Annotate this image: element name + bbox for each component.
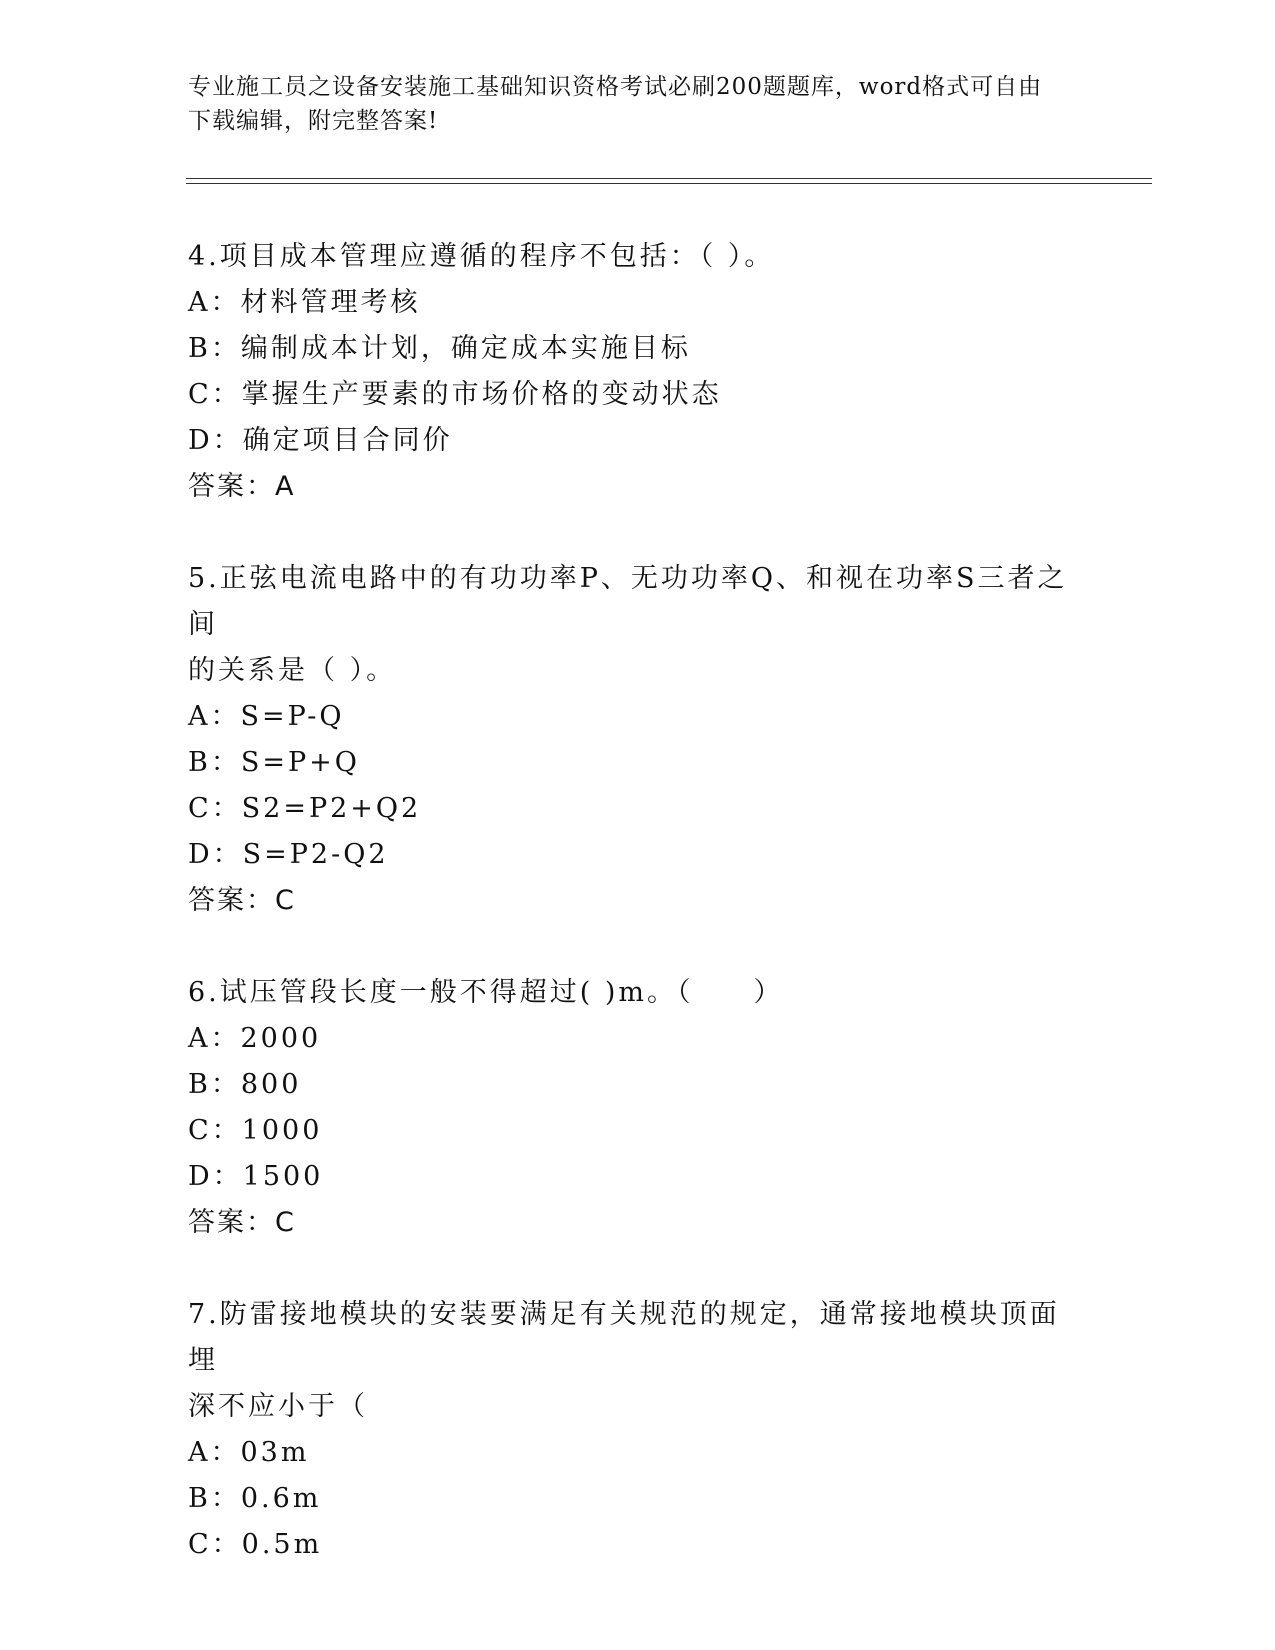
question-stem: 6.试压管段长度一般不得超过( )m。（ ）	[188, 977, 784, 1008]
option-c: C：0.5m	[188, 1529, 323, 1560]
option-a: A：材料管理考核	[188, 287, 421, 318]
option-d: D：1500	[188, 1161, 324, 1192]
question-stem: 4.项目成本管理应遵循的程序不包括：（ ）。	[188, 241, 775, 272]
question-list	[188, 234, 1088, 1568]
answer-line: 答案：C	[188, 1207, 296, 1238]
header-divider-top	[186, 178, 1152, 179]
option-a: A：S=P-Q	[188, 701, 345, 732]
option-c: C：掌握生产要素的市场价格的变动状态	[188, 379, 722, 410]
question-4	[188, 234, 1088, 510]
option-c: C：1000	[188, 1115, 323, 1146]
option-a: A：2000	[188, 1023, 322, 1054]
answer-line: 答案：C	[188, 885, 296, 916]
question-stem-line-1: 5.正弦电流电路中的有功功率P、无功功率Q、和视在功率S三者之间	[188, 563, 1068, 640]
question-5	[188, 556, 1088, 924]
option-b: B：800	[188, 1069, 302, 1100]
question-spacer	[188, 924, 1088, 970]
option-d: D：确定项目合同价	[188, 425, 453, 456]
option-c: C：S2=P2+Q2	[188, 793, 422, 824]
answer-line: 答案：A	[188, 471, 296, 502]
question-stem-line-1: 7.防雷接地模块的安装要满足有关规范的规定，通常接地模块顶面埋	[188, 1299, 1060, 1376]
option-b: B：0.6m	[188, 1483, 322, 1514]
header-line-1: 专业施工员之设备安装施工基础知识资格考试必刷200题题库，word格式可自由	[188, 74, 1043, 100]
question-spacer	[188, 510, 1088, 556]
question-6	[188, 970, 1088, 1246]
header-line-2: 下载编辑，附完整答案!	[188, 108, 439, 134]
header-divider-bottom	[186, 183, 1152, 184]
option-b: B：S=P+Q	[188, 747, 360, 778]
question-spacer	[188, 1246, 1088, 1292]
document-header	[188, 70, 1088, 138]
option-a: A：03m	[188, 1437, 310, 1468]
option-d: D：S=P2-Q2	[188, 839, 389, 870]
question-7	[188, 1292, 1088, 1568]
question-stem-line-2: 的关系是（ ）。	[188, 655, 397, 686]
option-b: B：编制成本计划，确定成本实施目标	[188, 333, 691, 364]
question-stem-line-2: 深不应小于（	[188, 1391, 368, 1422]
